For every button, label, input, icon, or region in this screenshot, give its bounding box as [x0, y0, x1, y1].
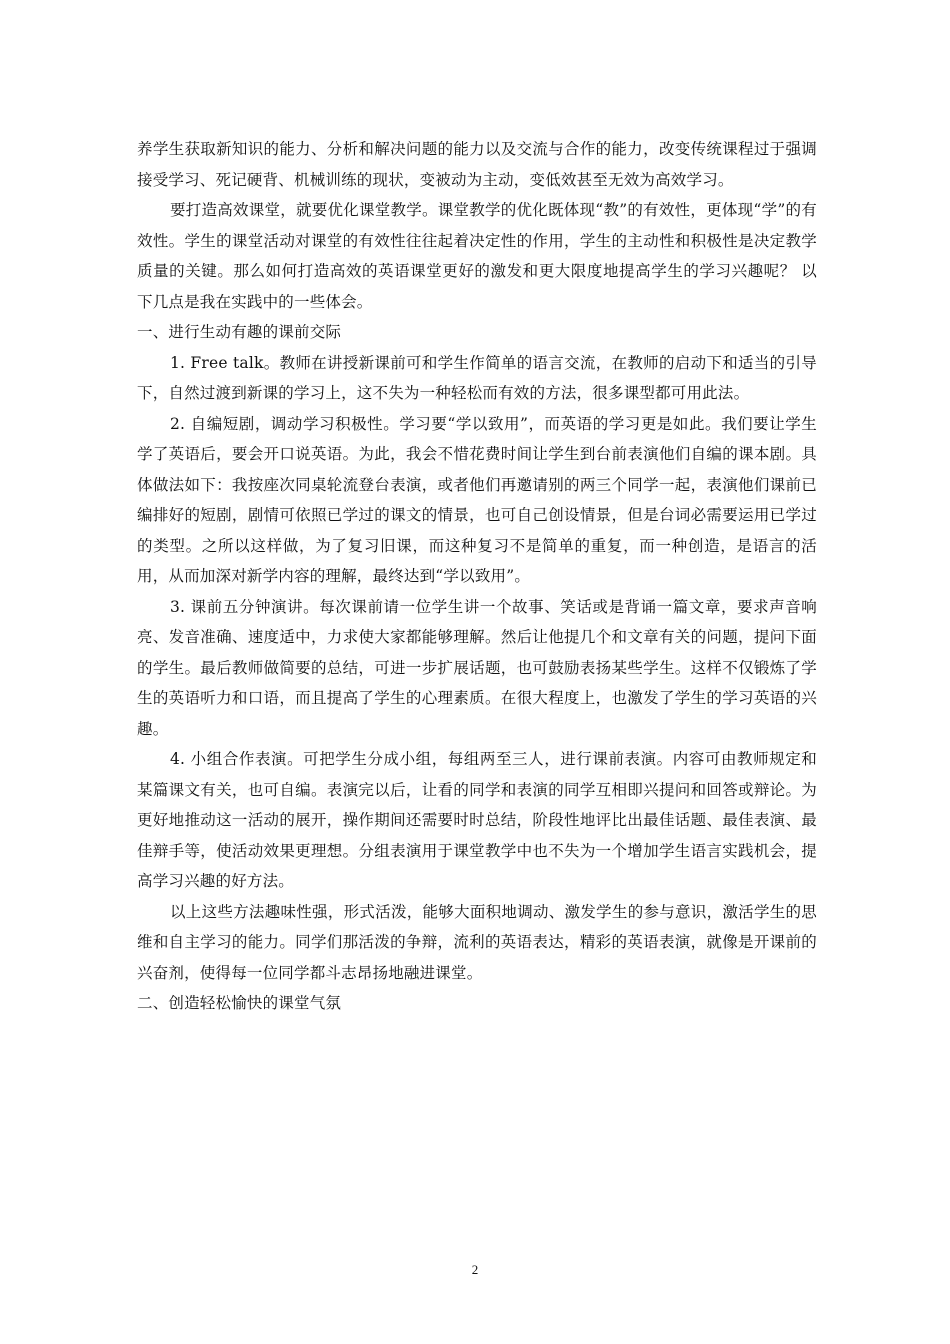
paragraph-short-play: 2. 自编短剧，调动学习积极性。学习要“学以致用”，而英语的学习更是如此。我们要让学生学了英语后，要会开口说英语。为此，我会不惜花费时间让学生到台前表演他们自编的课本剧。具体做法如下：我按座次同桌轮流登台表演，或者他们再邀请别的两三个同学一起，表演他们课前已编排好的短剧，剧情可依照已学过的课文的情景，也可自己创设情景，但是台词必需要运用已学过的类型。之所以这样做，为了复习旧课，而这种复习不是简单的重复，而一种创造，是语言的活用，从而加深对新学内容的理解，最终达到“学以致用”。 — [137, 414, 817, 585]
paragraph-efficient-classroom: 要打造高效课堂，就要优化课堂教学。课堂教学的优化既体现“教”的有效性，更体现“学”的有效性。学生的课堂活动对课堂的有效性往往起着决定性的作用，学生的主动性和积极性是决定教学质量的关键。那么如何打造高效的英语课堂更好的激发和更大限度地提高学生的学习兴趣呢？ 以下几点是我在实践中的一些体会。 — [137, 201, 817, 311]
page-number: 2 — [471, 1262, 479, 1277]
paragraph-free-talk: 1. Free talk。教师在讲授新课前可和学生作简单的语言交流，在教师的启动下和适当的引导下，自然过渡到新课的学习上，这不失为一种轻松而有效的方法，很多课型都可用此法。 — [137, 353, 817, 402]
paragraph-continuation: 养学生获取新知识的能力、分析和解决问题的能力以及交流与合作的能力，改变传统课程过于强调接受学习、死记硬背、机械训练的现状，变被动为主动，变低效甚至无效为高效学习。 — [137, 140, 817, 189]
paragraph-five-minute-speech: 3. 课前五分钟演讲。每次课前请一位学生讲一个故事、笑话或是背诵一篇文章，要求声音响亮、发音准确、速度适中，力求使大家都能够理解。然后让他提几个和文章有关的问题，提问下面的学生。最后教师做简要的总结，可进一步扩展话题，也可鼓励表扬某些学生。这样不仅锻炼了学生的英语听力和口语，而且提高了学生的心理素质。在很大程度上，也激发了学生的学习英语的兴趣。 — [137, 597, 817, 738]
paragraph-group-performance: 4. 小组合作表演。可把学生分成小组，每组两至三人，进行课前表演。内容可由教师规定和某篇课文有关，也可自编。表演完以后，让看的同学和表演的同学互相即兴提问和回答或辩论。为更好地推动这一活动的展开，操作期间还需要时时总结，阶段性地评比出最佳话题、最佳表演、最佳辩手等，使活动效果更理想。分组表演用于课堂教学中也不失为一个增加学生语言实践机会，提高学习兴趣的好方法。 — [137, 750, 817, 890]
section-heading-1: 一、进行生动有趣的课前交际 — [137, 323, 342, 341]
section-heading-2: 二、创造轻松愉快的课堂气氛 — [137, 994, 342, 1012]
paragraph-summary: 以上这些方法趣味性强，形式活泼，能够大面积地调动、激发学生的参与意识，激活学生的思维和自主学习的能力。同学们那活泼的争辩，流利的英语表达，精彩的英语表演，就像是开课前的兴奋剂，使得每一位同学都斗志昂扬地融进课堂。 — [137, 902, 817, 982]
document-body — [137, 134, 817, 1019]
